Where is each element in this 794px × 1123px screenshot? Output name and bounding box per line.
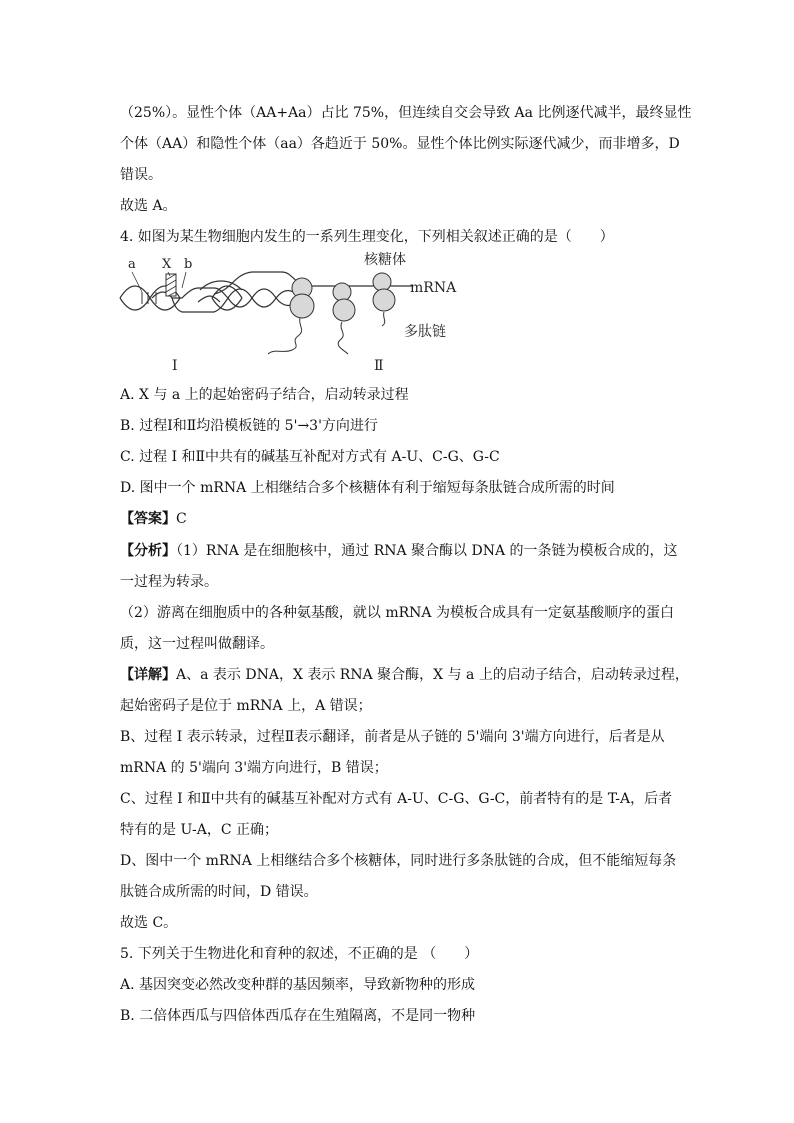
label-b: b <box>184 257 193 272</box>
detail-tag: 【详解】 <box>120 667 176 683</box>
polypeptide-chain <box>268 312 385 354</box>
answer-value: C <box>176 511 187 527</box>
detail-line: 故选 C。 <box>120 915 178 931</box>
option-a: A. X 与 a 上的起始密码子结合，启动转录过程 <box>120 387 409 403</box>
detail-line <box>120 665 689 685</box>
question-5-stem: 5. 下列关于生物进化和育种的叙述，不正确的是 （ ） <box>120 946 479 962</box>
transcription-translation-diagram <box>112 250 472 378</box>
text-line: （25%）。显性个体（AA+Aa）占比 75%，但连续自交会导致 Aa 比例逐代减半，最终显性 <box>120 105 692 121</box>
option-d: D. 图中一个 mRNA 上相继结合多个核糖体有利于缩短每条肽链合成所需的时间 <box>120 480 615 496</box>
detail-line: C、过程 I 和Ⅱ中共有的碱基互补配对方式有 A-U、C-G、G-C，前者特有的是 T-A，后者 <box>120 791 673 807</box>
label-ribosome: 核糖体 <box>364 252 406 268</box>
text-line: 故选 A。 <box>120 198 177 214</box>
detail-line: 起始密码子是位于 mRNA 上，A 错误； <box>120 698 372 714</box>
answer-tag: 【答案】 <box>120 511 176 527</box>
detail-line: mRNA 的 5'端向 3'端方向进行，B 错误； <box>120 760 388 776</box>
text-line: 个体（AA）和隐性个体（aa）各趋近于 50%。显性个体比例实际逐代减少，而非增多，D <box>120 136 680 152</box>
option-c: C. 过程 I 和Ⅱ中共有的碱基互补配对方式有 A-U、C-G、G-C <box>120 449 500 465</box>
answer-line <box>120 509 187 529</box>
option-b: B. 过程Ⅰ和Ⅱ均沿模板链的 5'→3'方向进行 <box>120 418 378 434</box>
detail-line: 肽链合成所需的时间，D 错误。 <box>120 884 318 900</box>
option-a: A. 基因突变必然改变种群的基因频率，导致新物种的形成 <box>120 977 476 993</box>
text-line: 错误。 <box>120 167 162 183</box>
base-pairs <box>142 292 156 304</box>
ribosome <box>333 283 355 321</box>
label-peptide: 多肽链 <box>404 324 446 340</box>
analysis-text: （1）RNA 是在细胞核中，通过 RNA 聚合酶以 DNA 的一条链为模板合成的，这 <box>176 543 678 559</box>
label-process-1: Ⅰ <box>172 358 178 374</box>
analysis-line: （2）游离在细胞质中的各种氨基酸，就以 mRNA 为模板合成具有一定氨基酸顺序的蛋白 <box>120 605 674 621</box>
analysis-line: 一过程为转录。 <box>120 574 218 590</box>
detail-line: B、过程 I 表示转录，过程Ⅱ表示翻译，前者是从子链的 5'端向 3'端方向进行，后者是从 <box>120 729 665 745</box>
dna-double-helix-right <box>228 289 300 307</box>
label-mrna: mRNA <box>410 280 457 296</box>
analysis-line: 质，这一过程叫做翻译。 <box>120 636 274 652</box>
option-b: B. 二倍体西瓜与四倍体西瓜存在生殖隔离，不是同一物种 <box>120 1008 476 1024</box>
ribosome <box>290 278 314 318</box>
detail-line: 特有的是 U-A，C 正确； <box>120 822 279 838</box>
analysis-tag: 【分析】 <box>120 543 176 559</box>
detail-line: D、图中一个 mRNA 上相继结合多个核糖体，同时进行多条肽链的合成，但不能缩短每条 <box>120 853 677 869</box>
question-4-stem: 4. 如图为某生物细胞内发生的一系列生理变化，下列相关叙述正确的是（ ） <box>120 229 614 245</box>
ribosome <box>373 273 395 311</box>
detail-text: A、a 表示 DNA，X 表示 RNA 聚合酶，X 与 a 上的启动子结合，启动转录过程， <box>176 667 689 683</box>
analysis-line <box>120 541 678 561</box>
label-a: a <box>128 257 136 272</box>
label-x: X <box>162 257 172 272</box>
label-process-2: Ⅱ <box>374 358 384 374</box>
rna-polymerase-x <box>166 274 176 296</box>
